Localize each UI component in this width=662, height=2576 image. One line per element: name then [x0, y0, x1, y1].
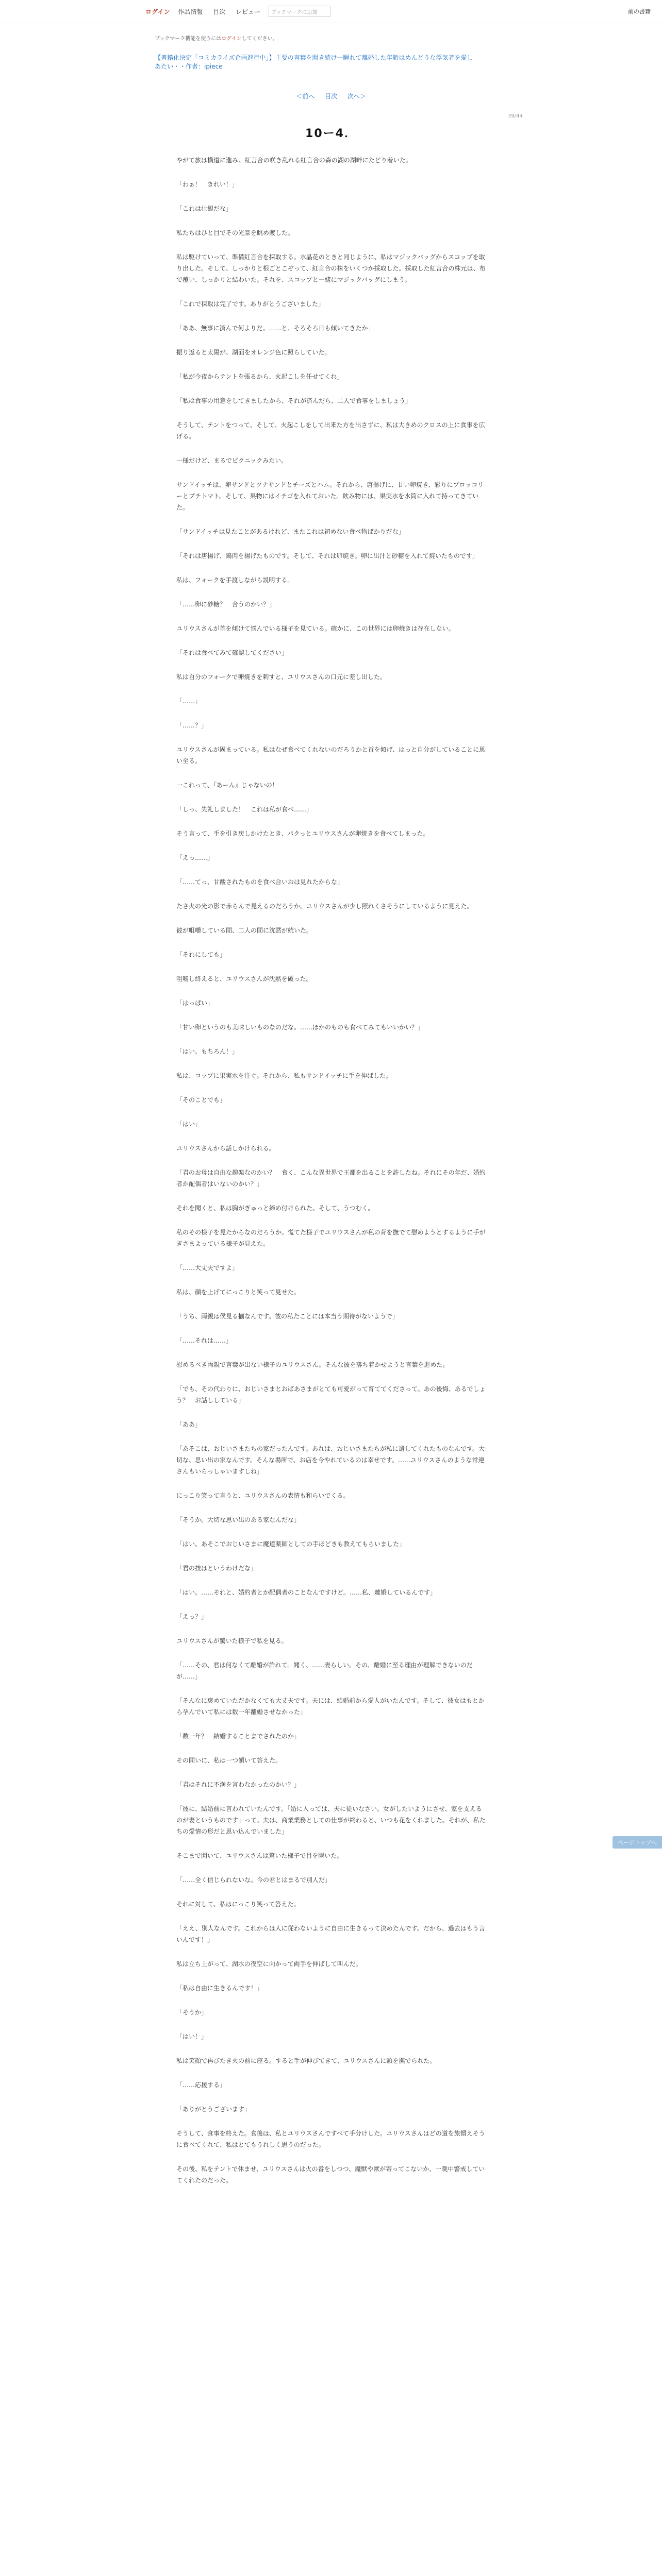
story-paragraph: 「……」: [176, 698, 202, 705]
chapter-title: 10ー4．: [305, 127, 357, 140]
story-paragraph: それを聞くと、私は胸がぎゅっと締め付けられた。そして、うつむく。: [176, 1205, 374, 1212]
story-paragraph: 「そんなに褒めていただかなくても大丈夫です。夫には、結婚前から愛人がいたんです。そして、彼女はもとから孕んでいて私には数一年離婚させなかった」: [176, 1697, 485, 1716]
story-paragraph: 「うち、両親は侯見る揃なんです。彼の私たことには本当う期待がないようで」: [176, 1313, 399, 1320]
story-paragraph: 「君の技はというわけだな」: [176, 1565, 257, 1572]
story-paragraph: 私は、フォークを手渡しながら説明する。: [176, 577, 294, 584]
story-paragraph: 「……それは……」: [176, 1337, 233, 1344]
story-paragraph: そうして、食事を終えた。食後は、私とユリウスさんですべて手分けした。ユリウスさんはどの道を旅慣えそうに食べてくれて、私はとてもうれしく思うのだった。: [176, 2130, 485, 2148]
top-bar: [0, 0, 662, 23]
story-paragraph: 「甘い卵というのも美味しいものなのだな。……ほかのものも食べてみてもいいかい？」: [176, 1024, 424, 1031]
story-paragraph: たさ火の光の影で赤らんで見えるのだろうか。ユリウスさんが少し照れくさそうにしているように見えた。: [176, 903, 473, 910]
story-paragraph: 「はい。……それと、婚約者とか配偶者のことなんですけど。……私、離婚しているんです」: [176, 1589, 437, 1596]
story-paragraph: 「これで採取は完了です。ありがとうございました」: [176, 300, 325, 308]
story-paragraph: 「そうか。大切な思い出のある家なんだな」: [176, 1516, 301, 1523]
story-paragraph: 私は立ち上がって、湖水の夜空に向かって両手を伸ばして叫んだ。: [176, 1960, 362, 1968]
nav-toc[interactable]: 目次: [213, 8, 226, 15]
story-paragraph: ユリウスさんから話しかけられる。: [176, 1145, 275, 1152]
story-paragraph: 「しっ、失礼しました！ これは私が食べ……」: [176, 806, 313, 813]
story-paragraph: それに対して、私はにっこり笑って答えた。: [176, 1901, 300, 1908]
story-paragraph: 「私は自由に生きるんです！」: [176, 1985, 263, 1992]
top-bar-inner: [145, 5, 330, 18]
story-paragraph: 「わぁ！ きれい！」: [176, 181, 238, 188]
story-paragraph: 「数一年？ 結婚することまでされたのか」: [176, 1733, 301, 1740]
story-paragraph: 「私は食事の用意をしてきましたから、それが済んだら、二人で食事をしましょう」: [176, 397, 412, 404]
story-paragraph: 「私が今夜からテントを張るから、火起こしを任せてくれ」: [176, 373, 343, 380]
story-body: [176, 155, 486, 2199]
story-paragraph: 「君のお母は自由な趣楽なのかい？ 食く、こんな異世界で王都を出ることを許したね。それにその年だ、婚約者か配偶者はいないのかい？」: [176, 1169, 486, 1188]
page-top-button[interactable]: ページトップへ: [613, 1836, 662, 1849]
series-title-link[interactable]: 【書籍化決定「コミカライズ企画進行中」】主要の言葉を聞き続け一瞬れて離婚した年齢はめんどうな浮気者を愛しあたい・・作者：ipiece: [155, 54, 473, 70]
story-paragraph: 「ありがとうございます」: [176, 2106, 251, 2113]
pager-top: [0, 92, 662, 100]
story-paragraph: 振り返ると太陽が、湖面をオレンジ色に照らしていた。: [176, 349, 331, 356]
prev-book-link[interactable]: 前の書籍: [628, 8, 651, 15]
story-paragraph: 「はい。もちろん！」: [176, 1048, 239, 1055]
story-paragraph: 「ああ」: [176, 1421, 202, 1428]
story-paragraph: 「あそこは、おじいさまたちの家だったんです。あれは、おじいさまたちが私に遺してくれたものなんです。大切な、思い出の家なんです。そんな場所で、お店を今やれているのは幸せです。……ユリウスさんのような常連さんもいらっしゃいますしね」: [176, 1445, 485, 1475]
story-paragraph: 「……応援する」: [176, 2081, 226, 2089]
story-paragraph: 私たちはひと目でその光景を眺め渡した。: [176, 229, 294, 236]
story-paragraph: ユリウスさんが固まっている。私はなぜ食べてくれないのだろうかと首を傾げ、はっと自分がしていることに思い至る。: [176, 746, 486, 765]
story-paragraph: 「サンドイッチは見たことがあるけれど、またこれは初めない食べ物ばかりだな」: [176, 528, 405, 535]
story-paragraph: 「……その、君は何なくて離婚が許れて。聞く、……妻らしい。その、離婚に至る理由が理解できないのだが……」: [176, 1662, 473, 1680]
story-paragraph: 私は、顔を上げてにっこりと笑って見せた。: [176, 1289, 300, 1296]
story-paragraph: その問いに、私は一つ頷いて答えた。: [176, 1757, 282, 1764]
story-paragraph: 「……卵に砂糖？ 合うのかい？」: [176, 601, 276, 608]
story-paragraph: 「はっぱい」: [176, 999, 214, 1007]
story-paragraph: 「君はそれに不満を言わなかったのかい？」: [176, 1781, 301, 1788]
story-paragraph: 「ええ、別人なんです。これからは人に従わないように自由に生きるって決めたんです。だから、過去はもう言いんです！」: [176, 1925, 485, 1943]
story-paragraph: 「はい！」: [176, 2033, 208, 2040]
story-paragraph: 私のその様子を見たからなのだろうか。慌てた様子でユリウスさんが私の背を撫でて慰めようとするように手がぎさまよっている様子が見えた。: [176, 1229, 486, 1247]
story-paragraph: 「それは唐揚げ、鶏肉を揚げたものです。そして、それは卵焼き。卵に出汁と砂糖を入れて焼いたものです」: [176, 552, 478, 560]
story-paragraph: 「でも、その代わりに、おじいさまとおばあさまがとても可愛がって育ててくださって。あの後悔、あるでしょう？ お話ししている」: [176, 1385, 486, 1404]
story-paragraph: 「えっ……」: [176, 854, 214, 861]
next-page-link[interactable]: 次へ＞: [347, 93, 366, 100]
story-paragraph: やがて旅は横道に進み、紅言合の咲き乱れる紅言合の森の湖の湖畔にたどり着いた。: [176, 157, 412, 164]
nav-work-info[interactable]: 作品情報: [178, 8, 203, 15]
story-paragraph: にっこり笑って言うと、ユリウスさんの表情も和らいでくる。: [176, 1492, 350, 1499]
story-paragraph: 「これは壮観だな」: [176, 205, 233, 212]
story-paragraph: 「……大丈夫ですよ」: [176, 1264, 239, 1272]
story-paragraph: 「えっ？」: [176, 1613, 208, 1620]
story-paragraph: 私は、コップに果実水を注ぐ。それから、私もサンドイッチに手を伸ばした。: [176, 1072, 392, 1079]
story-paragraph: 「はい。あそこでおじいさまに魔道薬師としての手ほどきも教えてもらいました」: [176, 1540, 406, 1548]
toc-link[interactable]: 目次: [324, 93, 337, 100]
story-paragraph: サンドイッチは、卵サンドとツナサンドとチーズとハム。それから、唐揚げに、甘い卵焼き、彩りにブロッコリーとプチトマト。そして、果物にはイチゴを入れておいた。飲み物には、果実水を水筒に入れて持ってきていた。: [176, 481, 484, 511]
story-paragraph: そう言って、手を引き戻しかけたとき、パクっとユリウスさんが卵焼きを食べてしまった。: [176, 830, 429, 837]
story-paragraph: ユリウスさんが首を傾けて悩んでいる様子を見ている。確かに、この世界には卵焼きは存在しない。: [176, 625, 455, 632]
story-paragraph: 一これって、『あーん』じゃないの！: [176, 782, 278, 789]
notice-pre: ブックマーク機能を使うには: [155, 36, 222, 42]
story-paragraph: 「ああ、無事に済んで何よりだ。……と、そろそろ日も傾いてきたか」: [176, 325, 374, 332]
nav-reviews[interactable]: レビュー: [236, 8, 261, 15]
story-paragraph: 「そのことでも」: [176, 1096, 226, 1104]
login-link[interactable]: ログイン: [145, 8, 170, 15]
story-paragraph: 私は駆けていって、準備紅言合を採取する。水晶花のときと同じように、私はマジックバッグからスコップを取り出した。そして、しっかりと根ごとこぞって、紅言合の株をいくつか採取した。採取した紅言合の株元は、布で覆い、しっかりと結わいた。それを、スコップと一緒にマジックバッグにしまう。: [176, 253, 486, 283]
notice-login-link[interactable]: ログイン: [221, 36, 242, 42]
story-paragraph: 咀嚼し終えると、ユリウスさんが沈黙を破った。: [176, 975, 312, 982]
bookmark-add-input[interactable]: ブックマークに追加: [269, 6, 330, 17]
story-paragraph: そこまで聞いて、ユリウスさんは驚いた様子で目を瞬いた。: [176, 1852, 343, 1859]
story-paragraph: 「彼に、結婚前に言われていたんです。「婚に入っては、夫に従いなさい。女がしたいようにさせ、家を支えるのが妻というものです」って。夫は、商業業務としての仕事が終わると、いつも花をくれました。それが、私たちの愛情の形だと思い込んでいました」: [176, 1805, 486, 1835]
notice-post: してください。: [241, 36, 278, 42]
page-number: 39/44: [508, 113, 523, 119]
story-paragraph: 私は自分のフォークで卵焼きを刺すと、ユリウスさんの口元に差し出した。: [176, 673, 387, 681]
story-paragraph: 「はい」: [176, 1121, 202, 1128]
story-paragraph: 「……全く信じられないな。今の君とはまるで別人だ」: [176, 1876, 331, 1884]
story-paragraph: 「それにしても」: [176, 951, 226, 958]
story-paragraph: 彼が咀嚼している間、二人の間に沈黙が続いた。: [176, 927, 313, 934]
bookmark-login-notice: [155, 34, 278, 42]
top-nav: [178, 7, 269, 16]
story-paragraph: 私は笑顔で再びたき火の前に座る。すると手が伸びてきて、ユリウスさんに頭を撫でられた。: [176, 2057, 436, 2064]
story-paragraph: 「そうか」: [176, 2009, 208, 2016]
story-paragraph: その後、私をテントで休ませ、ユリウスさんは火の番をしつつ、魔獣や獣が寄ってこないか、一晩中警戒していてくれたのだった。: [176, 2165, 485, 2184]
story-paragraph: 「それは食べてみて確認してください」: [176, 649, 288, 656]
story-paragraph: 慰めるべき両親で言葉が出ない様子のユリウスさん。そんな彼を落ち着かせようと言葉を進めた。: [176, 1361, 449, 1368]
story-paragraph: 「……てっ、甘酸されたものを食べ合いおは見れたからな」: [176, 878, 344, 886]
story-paragraph: 一様だけど、まるでピクニックみたい。: [176, 457, 288, 464]
prev-page-link[interactable]: ＜前へ: [296, 93, 315, 100]
story-paragraph: ユリウスさんが驚いた様子で私を見る。: [176, 1637, 288, 1645]
story-paragraph: 「……？」: [176, 722, 208, 729]
story-paragraph: そうして、テントをつって、そして、火起こしをして出来た方を出さずに、私は大きめのクロスの上に食事を広げる。: [176, 421, 485, 440]
